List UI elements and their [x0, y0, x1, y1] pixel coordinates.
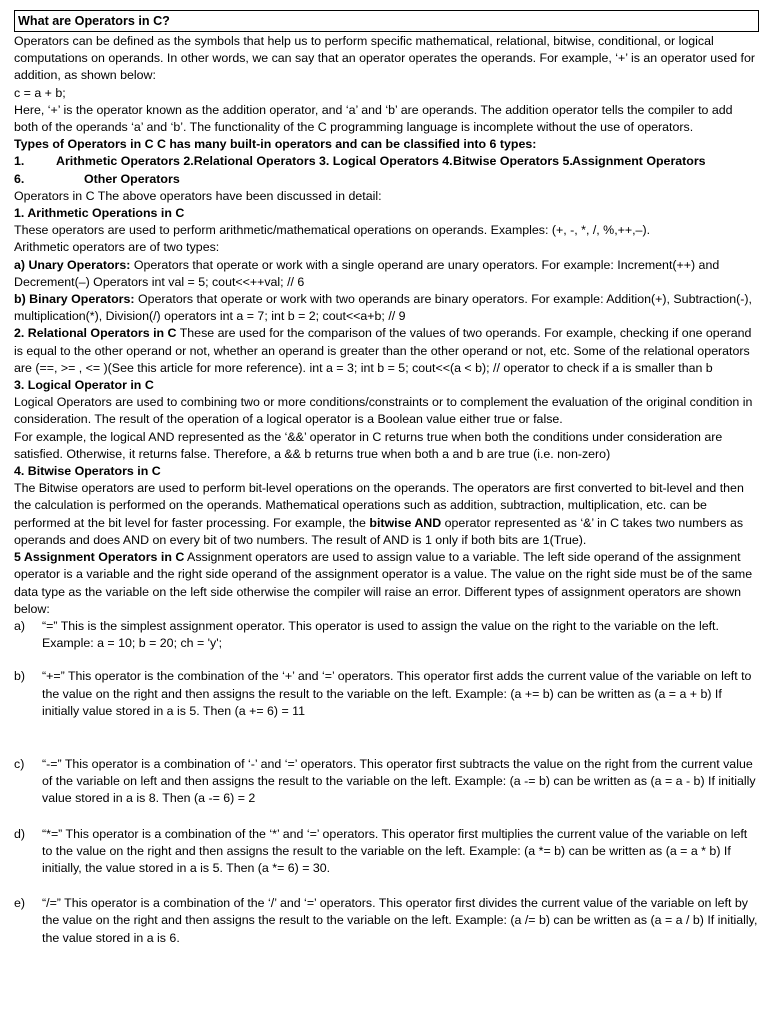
list-item-text: “/=” This operator is a combination of the ‘/’ and ‘=’ operators. This operator first divides the current value of the variable on left by the value on the right and then assigns the result to the variable on the left. Example: (a /= b) can be written as (a = a / b) If initially, the value stored in a is 6.	[42, 896, 758, 945]
unary-text: Operators that operate or work with a single operand are unary operators. For example: Increment(++) and Decrement(–) Operators int val = 5; cout<<++val; // 6	[14, 257, 720, 289]
assignment-text: Assignment operators are used to assign value to a variable. The left side operand of the assignment operator is a variable and the right side operand of the assignment operator is a value. The value on the right side must be of the same data type as the variable on the left side otherwise the compiler will raise an error. Different types of assignment operators are shown below:	[14, 550, 753, 616]
bitwise-and-term: bitwise AND	[369, 515, 442, 530]
types-list-other: Other Operators	[84, 171, 180, 186]
logical-heading: 3. Logical Operator in C	[14, 378, 154, 393]
bitwise-heading: 4. Bitwise Operators in C	[14, 464, 161, 479]
types-list-row	[14, 153, 759, 170]
types-list-part1: Arithmetic Operators 2.Relational Operators 3. Logical Operators 4.	[56, 154, 453, 169]
binary-label: b) Binary Operators:	[14, 292, 135, 307]
arith-two-types: Arithmetic operators are of two types:	[14, 240, 220, 255]
arith-desc: These operators are used to perform arithmetic/mathematical operations on operands. Examples: (+, -, *, /, %,++,–).	[14, 223, 651, 238]
bitwise-paragraph	[14, 480, 759, 549]
types-list-num-6: 6.	[14, 171, 25, 186]
list-item-text: “+=” This operator is the combination of the ‘+’ and ‘=’ operators. This operator first adds the current value of the variable on left to the value on the right and then assigns the result to the variable on the left. Example: (a += b) can be written as (a = a + b) If initially value stored in a is 5. Then (a += 6) = 11	[42, 669, 752, 718]
page-title: What are Operators in C?	[14, 10, 759, 32]
list-item-text: “-=” This operator is a combination of ‘-’ and ‘=’ operators. This operator first subtracts the value on the right from the current value of the variable on left and then assigns the result to the variable on the left. Example: (a -= b) can be written as (a = a - b) If initially value stored in a is 8. Then (a -= 6) = 2	[42, 756, 756, 806]
logical-p1: Logical Operators are used to combining two or more conditions/constraints or to complement the evaluation of the original condition in consideration. The result of the operation of a logical operator is a Boolean value either true or false.	[14, 395, 753, 427]
unary-paragraph	[14, 257, 759, 291]
arith-heading: 1. Arithmetic Operations in C	[14, 206, 185, 221]
list-marker: a)	[14, 618, 26, 633]
list-marker: e)	[14, 896, 26, 911]
document-page	[14, 10, 759, 947]
list-marker: c)	[14, 756, 25, 771]
list-item-e	[14, 895, 759, 947]
logical-p2: For example, the logical AND represented as the ‘&&’ operator in C returns true when both the conditions under consideration are satisfied. Otherwise, it returns false. Therefore, a && b returns true when both a and b are true (i.e. non-zero)	[14, 429, 723, 461]
bitwise-text-a: The Bitwise operators are used to perform bit-level operations on the operands. The operators are first converted to bit-level and then the calculation is performed on the operands. Mathematical operations such as addition, subtraction, multiplication, etc. can be performed at the bit level for faster processing. For example, the	[14, 481, 744, 530]
binary-paragraph	[14, 291, 759, 325]
assignment-paragraph	[14, 549, 759, 618]
types-list-row-2	[14, 171, 759, 188]
intro-paragraph: Operators can be defined as the symbols that help us to perform specific mathematical, relational, bitwise, conditional, or logical computations on operands. In other words, we can say that an operator operates the operands. For example, ‘+’ is an operator used for addition, as shown below:	[14, 34, 755, 83]
bitwise-text-b: operator represented as ‘&’ in C takes two numbers as operands and does AND on every bit of two numbers. The result of AND is 1 only if both bits are 1(True).	[14, 515, 744, 547]
discussed-line: Operators in C The above operators have been discussed in detail:	[14, 188, 382, 203]
types-list-part3: Assignment Operators	[572, 154, 706, 169]
relational-heading: 2. Relational Operators in C	[14, 326, 177, 341]
code-example: c = a + b;	[14, 85, 66, 100]
types-heading: Types of Operators in C C has many built-in operators and can be classified into 6 types:	[14, 137, 537, 152]
list-marker: b)	[14, 669, 26, 684]
assignment-heading: 5 Assignment Operators in C	[14, 550, 185, 565]
types-list-part2: Bitwise Operators 5.	[453, 154, 573, 169]
types-list-num: 1.	[14, 154, 25, 169]
addition-explanation: Here, ‘+’ is the operator known as the addition operator, and ‘a’ and ‘b’ are operands. The addition operator tells the compiler to add both of the operands ‘a’ and ‘b’. The functionality of the C programming language is incomplete without the use of operators.	[14, 102, 733, 135]
unary-label: a) Unary Operators:	[14, 257, 131, 272]
relational-text: These are used for the comparison of the values of two operands. For example, checking if one operand is equal to the other operand or not, whether an operand is greater than the other operand or not, etc. Some of the relational operators are (==, >= , <= )(See this article for more reference). int a = 3; int b = 5; cout<<(a < b); // operator to check if a is smaller than b	[14, 326, 752, 375]
list-marker: d)	[14, 826, 26, 841]
list-item-c	[14, 756, 759, 808]
list-item-a	[14, 618, 759, 652]
list-item-b	[14, 668, 759, 720]
binary-text: Operators that operate or work with two operands are binary operators. For example: Addition(+), Subtraction(-), multiplication(*), Division(/) operators int a = 7; int b = 2; cout<<a+b; // 9	[14, 292, 752, 324]
list-item-text: “*=” This operator is a combination of the ‘*’ and ‘=’ operators. This operator first multiplies the current value of the variable on left to the value on the right and then assigns the result to the variable on the left. Example: (a *= b) can be written as (a = a * b) If initially, the value stored in a is 5. Then (a *= 6) = 30.	[42, 826, 748, 875]
list-item-d	[14, 826, 759, 878]
relational-paragraph	[14, 325, 759, 377]
list-item-text: “=” This is the simplest assignment operator. This operator is used to assign the value on the right to the variable on the left. Example: a = 10; b = 20; ch = 'y';	[42, 618, 719, 651]
